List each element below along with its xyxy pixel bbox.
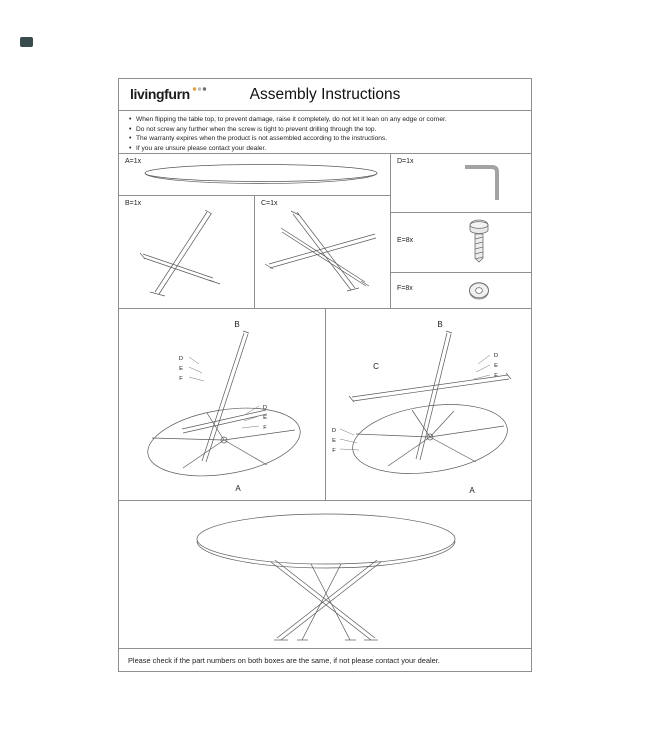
part-label-c: C=1x bbox=[261, 200, 278, 207]
part-label-b: B=1x bbox=[125, 200, 142, 207]
corner-mark bbox=[20, 37, 33, 47]
step2-label-b: B bbox=[437, 320, 443, 329]
step1-label-a: A bbox=[235, 484, 241, 493]
leg-b-part-drawing bbox=[119, 196, 255, 308]
assembly-step-2 bbox=[326, 309, 533, 501]
step1-label-d2: D bbox=[262, 405, 268, 411]
warning-item bbox=[129, 134, 523, 144]
step2-label-f2: F bbox=[332, 448, 336, 454]
part-cell-f bbox=[391, 273, 532, 308]
part-label-e: E=8x bbox=[397, 237, 414, 244]
table-top-part-drawing bbox=[119, 154, 391, 196]
step1-label-e: E bbox=[179, 366, 183, 372]
brand-logo-text: livingfurn bbox=[130, 86, 190, 102]
step1-label-f: F bbox=[179, 376, 183, 382]
assembled-table-drawing bbox=[119, 501, 533, 649]
part-cell-b bbox=[119, 196, 255, 308]
assembled-table-view bbox=[119, 501, 531, 649]
warning-text: If you are unsure please contact your dealer. bbox=[136, 144, 267, 152]
part-label-a: A=1x bbox=[125, 158, 142, 165]
step2-label-d: D bbox=[493, 353, 499, 359]
assembly-step-1 bbox=[119, 309, 326, 501]
parts-left-column bbox=[119, 154, 391, 309]
page-title: Assembly Instructions bbox=[249, 86, 401, 103]
warning-item bbox=[129, 115, 523, 125]
warning-text: The warranty expires when the product is not assembled according to the instructions. bbox=[136, 135, 388, 143]
step2-label-e: E bbox=[494, 363, 498, 369]
warning-list bbox=[119, 111, 531, 154]
step2-label-a: A bbox=[469, 486, 475, 495]
part-cell-d bbox=[391, 154, 532, 213]
part-label-f: F=8x bbox=[397, 285, 413, 292]
part-cell-a bbox=[119, 154, 390, 196]
parts-section bbox=[119, 154, 531, 309]
step-1-drawing bbox=[119, 309, 325, 501]
step2-label-e2: E bbox=[332, 438, 336, 444]
warning-item bbox=[129, 144, 523, 154]
warning-item bbox=[129, 125, 523, 135]
step2-label-c: C bbox=[373, 362, 379, 371]
step2-label-f: F bbox=[494, 373, 498, 379]
step1-label-b: B bbox=[234, 320, 240, 329]
instruction-sheet bbox=[118, 78, 532, 672]
warning-text: When flipping the table top, to prevent damage, raise it completely, do not let it lean on any edge or corner. bbox=[136, 116, 447, 123]
footer-note bbox=[119, 649, 531, 671]
step1-label-e2: E bbox=[263, 415, 267, 421]
assembly-steps bbox=[119, 309, 531, 501]
sheet-header bbox=[119, 79, 531, 111]
leg-c-part-drawing bbox=[255, 196, 391, 308]
footer-text: Please check if the part numbers on both boxes are the same, if not please contact your dealer. bbox=[128, 655, 440, 665]
part-label-d: D=1x bbox=[397, 158, 414, 165]
part-cell-e bbox=[391, 213, 532, 273]
part-cell-c bbox=[255, 196, 390, 308]
warning-text: Do not screw any further when the screw is tight to prevent drilling through the top. bbox=[136, 125, 377, 133]
step-2-drawing bbox=[326, 309, 533, 501]
step2-label-d2: D bbox=[331, 428, 337, 434]
step1-label-f2: F bbox=[263, 425, 267, 431]
parts-bc-row bbox=[119, 196, 390, 308]
parts-right-column bbox=[391, 154, 532, 309]
step1-label-d: D bbox=[178, 356, 184, 362]
